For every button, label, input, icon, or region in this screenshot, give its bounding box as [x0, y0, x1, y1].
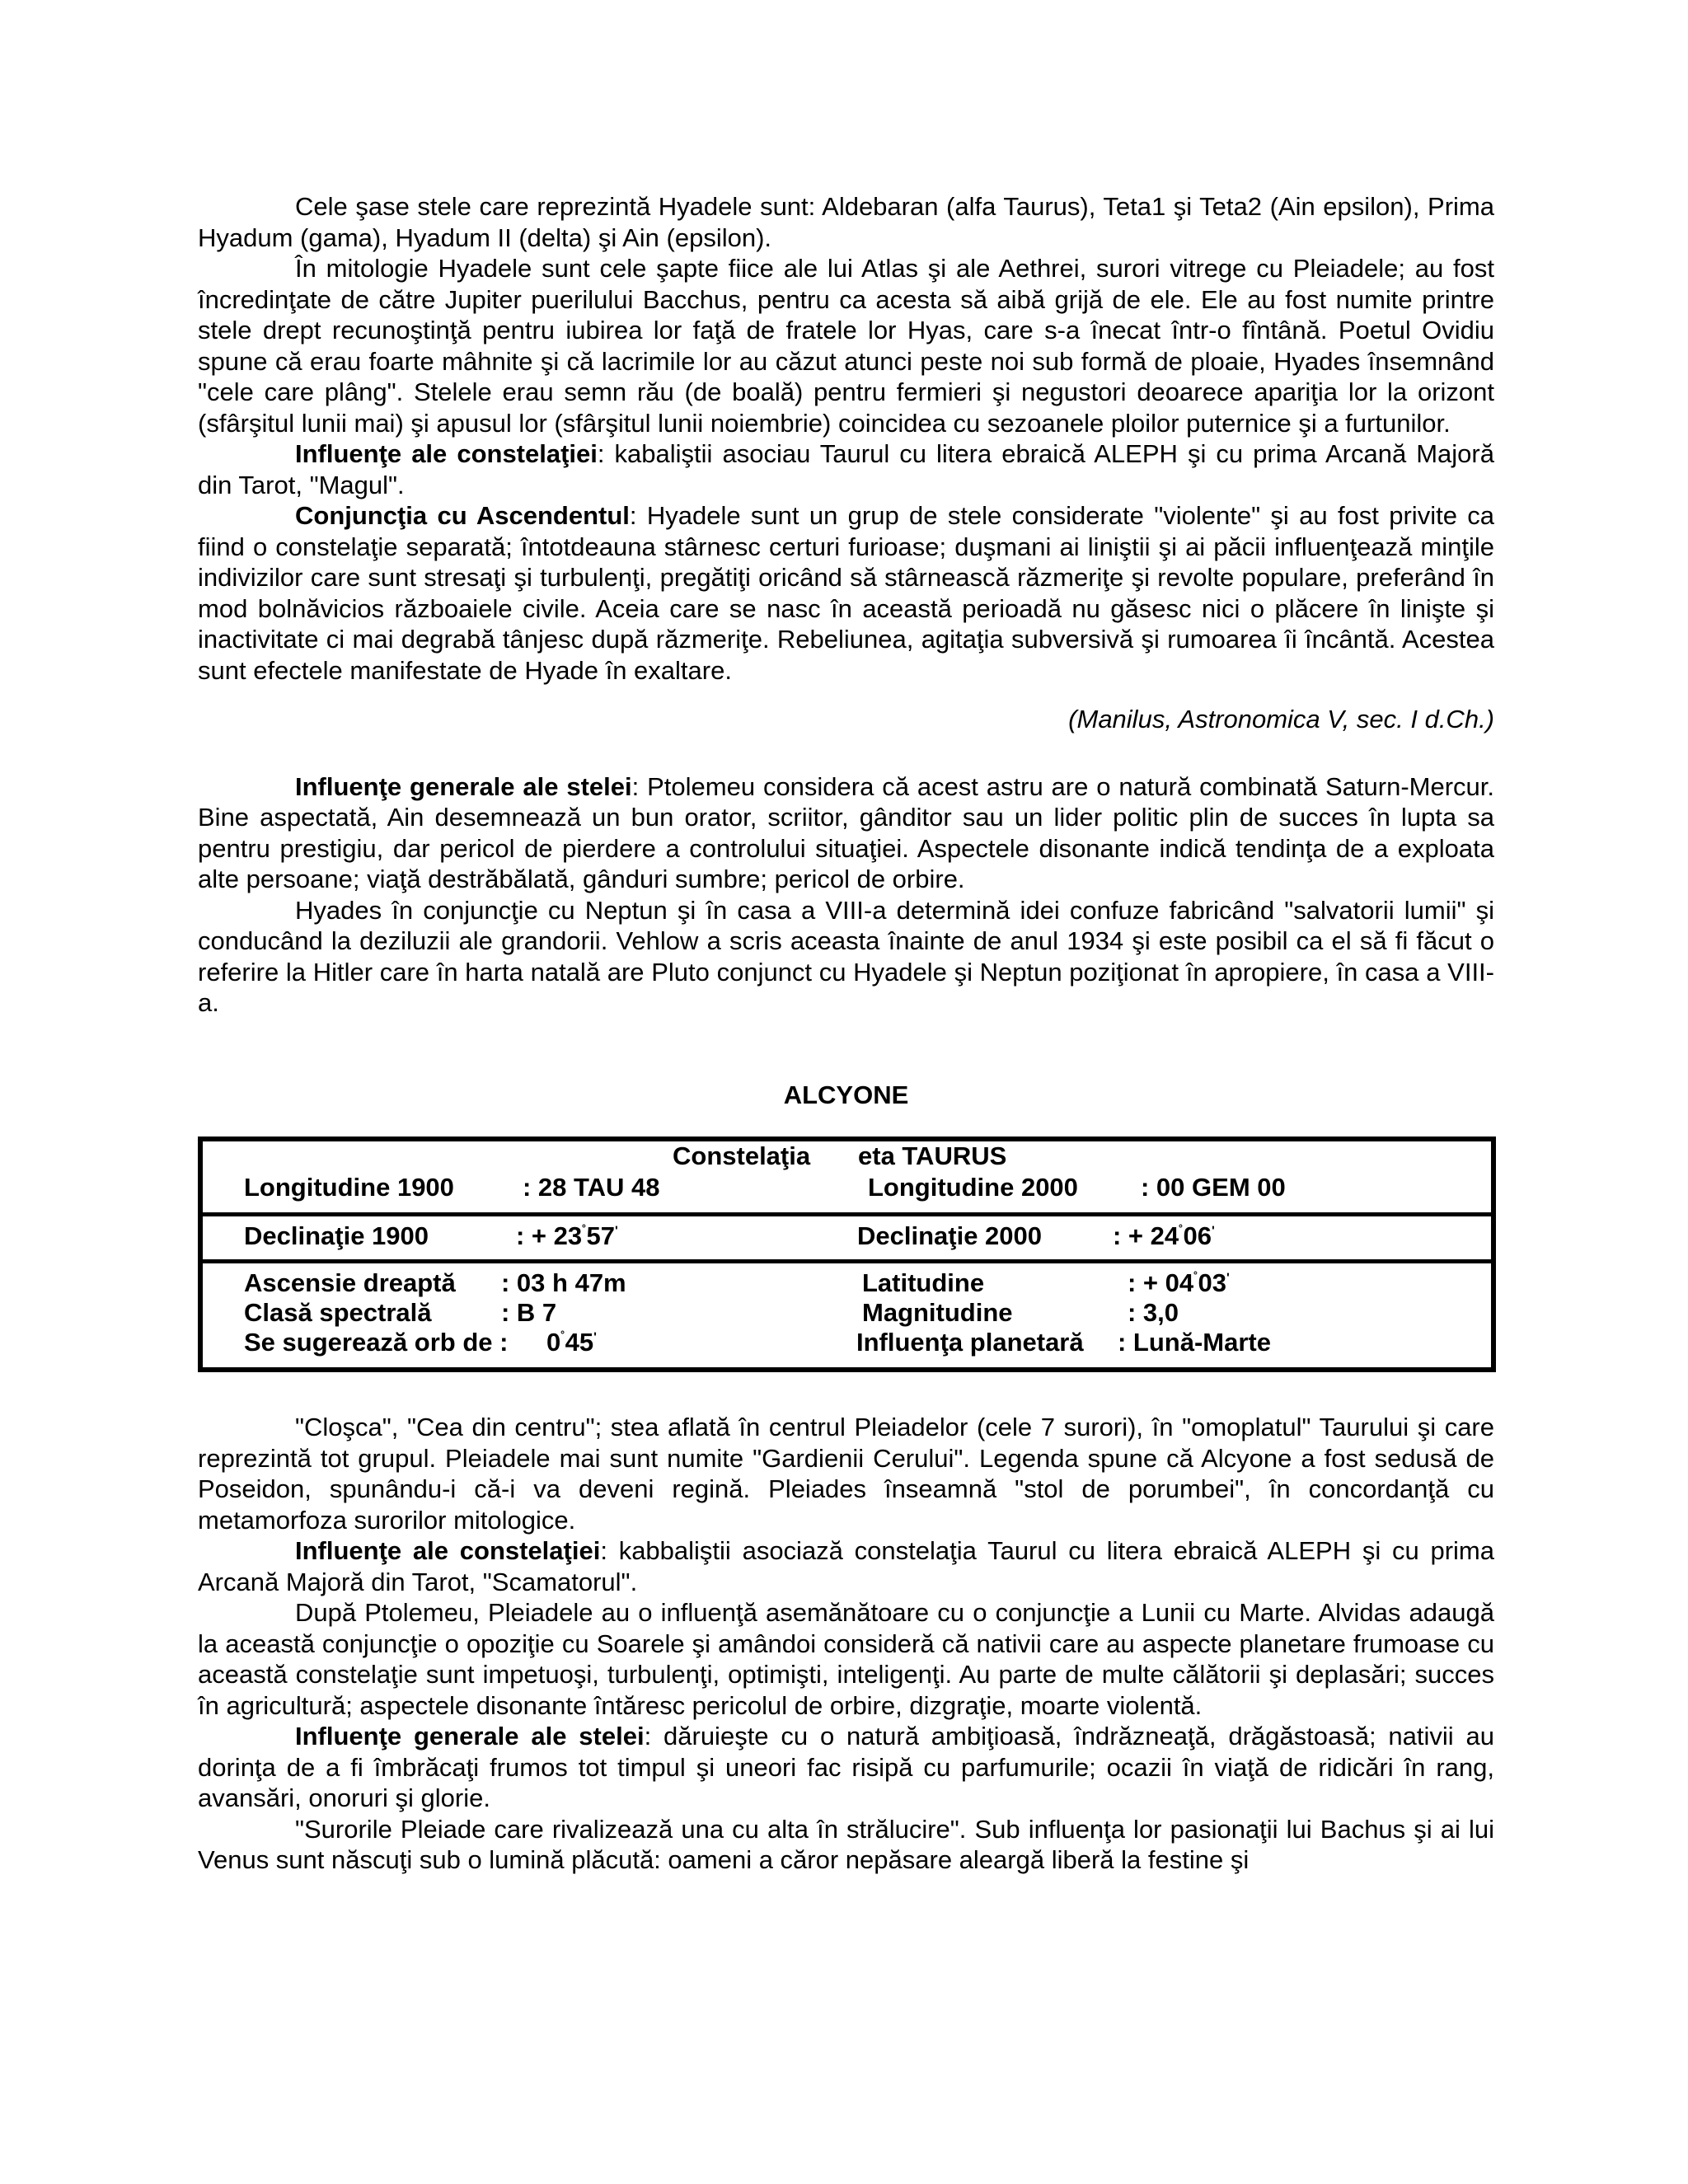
paragraph	[198, 895, 1494, 1019]
paragraph	[198, 253, 1494, 438]
paragraph-text: Hyades în conjuncţie cu Neptun şi în casa a VIII-a determină idei confuze fabricând "salvatorii lumii" şi conducând la deziluzii ale grandorii. Vehlow a scris aceasta înainte de anul 1934 şi este posibil ca el să fi făcut o referire la Hitler care în harta natală are Pluto conjunct cu Hyadele şi Neptun poziţionat în apropiere, în casa a VIII-a.	[198, 895, 1494, 1017]
table-section-details	[203, 1259, 1491, 1367]
paragraph-text: Cele şase stele care reprezintă Hyadele sunt: Aldebaran (alfa Taurus), Teta1 şi Teta2 (Ain epsilon), Prima Hyadum (gama), Hyadum II (delta) şi Ain (epsilon).	[198, 192, 1494, 252]
constellation-label: Constelaţia	[673, 1141, 811, 1170]
paragraph-text: : kabaliştii asociau Taurul cu litera ebraică ALEPH şi cu prima Arcană Majoră din Tarot, "Magul".	[198, 439, 1494, 499]
paragraph-bold-lead: Influenţe generale ale stelei	[295, 1722, 645, 1750]
longitude-1900-value: : 28 TAU 48	[523, 1173, 660, 1202]
paragraph-bold-lead: Conjuncţia cu Ascendentul	[295, 501, 630, 530]
magnitude-label: Magnitudine	[862, 1298, 1013, 1327]
declination-1900-label: Declinaţie 1900	[244, 1221, 429, 1250]
paragraph-text: "Cloşca", "Cea din centru"; stea aflată în centrul Pleiadelor (cele 7 surori), în "omoplatul" Taurului şi care reprezintă tot grupul. Pleiadele mai sunt numite "Gardienii Cerului". Legenda spune că Alcyone a fost sedusă de Poseidon, spunându-i că-i va deveni regină. Pleiades înseamnă "stol de porumbei", în concordanţă cu metamorfoza surorilor mitologice.	[198, 1413, 1494, 1535]
table-row	[211, 1141, 1483, 1173]
paragraph	[198, 771, 1494, 895]
document-page	[198, 191, 1494, 1876]
paragraph-text: În mitologie Hyadele sunt cele şapte fiice ale lui Atlas şi ale Aethrei, surori vitrege cu Pleiadele; au fost încredinţate de către Jupiter puerilului Bacchus, pentru ca acesta să aibă grijă de ele. Ele au fost numite printre stele drept recunoştinţă pentru iubirea lor faţă de fratele lor Hyas, care s-a înecat într-o fîntână. Poetul Ovidiu spune că erau foarte mâhnite şi că lacrimile lor au căzut atunci peste noi sub formă de ploaie, Hyades însemnând "cele care plâng". Stelele erau semn rău (de boală) pentru fermieri şi negustori deoarece apariţia lor la orizont (sfârşitul lunii mai) şi apusul lor (sfârşitul lunii noiembrie) coincidea cu sezoanele ploilor puternice şi a furtunilor.	[198, 254, 1494, 438]
paragraph-text: După Ptolemeu, Pleiadele au o influenţă asemănătoare cu o conjuncţie a Lunii cu Marte. Alvidas adaugă la această conjuncţie o opoziţie cu Soarele şi amândoi consideră că nativii care au aspecte planetare frumoase cu această constelaţie sunt impetuoşi, turbulenţi, optimişti, inteligenţi. Au parte de multe călătorii şi deplasări; succes în agricultură; aspectele disonante întăresc pericolul de orbire, dizgraţie, moarte violentă.	[198, 1598, 1494, 1720]
paragraph-text: : Ptolemeu considera că acest astru are o natură combinată Saturn-Mercur. Bine aspectată, Ain desemnează un bun orator, scriitor, gânditor sau un lider politic plin de succes în lupta sa pentru prestigiu, dar pericol de pierdere a controlului situaţiei. Aspectele disonante indică tendinţa de a exploata alte persoane; viaţă destrăbălată, gânduri sumbre; pericol de orbire.	[198, 771, 1494, 893]
table-row	[211, 1221, 1483, 1253]
spectral-class-label: Clasă spectrală	[244, 1298, 432, 1327]
table-row	[211, 1173, 1483, 1204]
paragraph	[198, 500, 1494, 686]
spectral-class-value: : B 7	[501, 1298, 557, 1327]
paragraph-text: "Surorile Pleiade care rivalizează una cu alta în strălucire". Sub influenţa lor pasionaţii lui Bachus şi ai lui Venus sunt născuţi sub o lumină plăcută: oameni a căror nepăsare aleargă liberă la festine şi	[198, 1814, 1494, 1874]
paragraph-text: : kabbaliştii asociază constelaţia Taurul cu litera ebraică ALEPH şi cu prima Arcană Majoră din Tarot, "Scamatorul".	[198, 1536, 1494, 1596]
paragraph	[198, 191, 1494, 253]
declination-2000-value: : + $24^˚06^ʹ$	[1113, 1221, 1215, 1250]
right-ascension-label: Ascensie dreaptă	[244, 1268, 456, 1297]
paragraph	[198, 438, 1494, 500]
section-mid	[198, 771, 1494, 1019]
longitude-1900-label: Longitudine 1900	[244, 1173, 454, 1202]
orb-value: $0^˚45^ʹ$	[546, 1328, 597, 1357]
longitude-2000-value: : 00 GEM 00	[1141, 1173, 1286, 1202]
table-section-longitude	[203, 1141, 1491, 1212]
latitude-label: Latitudine	[862, 1268, 985, 1297]
right-ascension-value: : 03 h 47m	[501, 1268, 626, 1297]
paragraph	[198, 1814, 1494, 1876]
paragraph-bold-lead: Influenţe generale ale stelei	[295, 771, 632, 801]
declination-1900-value: : + $23^˚57^ʹ$	[516, 1221, 618, 1250]
constellation-value: eta TAURUS	[858, 1141, 1007, 1170]
paragraph-text: : dăruieşte cu o natură ambiţioasă, îndrăzneaţă, drăgăstoasă; nativii au dorinţa de a fi îmbrăcaţi frumos tot timpul şi uneori fac risipă cu parfumurile; ocazii în viaţă de ridicări în rang, avansări, onoruri şi glorie.	[198, 1722, 1494, 1812]
star-heading: ALCYONE	[783, 1080, 909, 1109]
paragraph	[198, 1412, 1494, 1535]
citation: (Manilus, Astronomica V, sec. I d.Ch.)	[1068, 705, 1494, 733]
table-section-declination	[203, 1212, 1491, 1259]
table-row	[211, 1268, 1483, 1300]
paragraph-bold-lead: Influenţe ale constelaţiei	[295, 439, 598, 468]
paragraph-bold-lead: Influenţe ale constelaţiei	[295, 1536, 601, 1565]
star-data-table	[198, 1137, 1496, 1372]
paragraph	[198, 1721, 1494, 1814]
planetary-influence-label: Influenţa planetară	[856, 1328, 1084, 1357]
planetary-influence-value: : Lună-Marte	[1118, 1328, 1271, 1357]
paragraph-text: : Hyadele sunt un grup de stele considerate "violente" şi au fost privite ca fiind o constelaţie separată; întotdeauna stârnesc certuri furioase; duşmani ai liniştii şi ai păcii influenţează minţile indivizilor care sunt stresaţi şi turbulenţi, pregătiţi oricând să stârnească răzmeriţe şi revolte populare, preferând în mod bolnăvicios războaiele civile. Aceia care se nasc în această perioadă nu găsesc nici o plăcere în linişte şi inactivitate ci mai degrabă tânjesc după răzmeriţe. Rebeliunea, agitaţia subversivă şi rumoarea îi încântă. Acestea sunt efectele manifestate de Hyade în exaltare.	[198, 501, 1495, 685]
magnitude-value: : 3,0	[1128, 1298, 1179, 1327]
table-row	[211, 1298, 1483, 1329]
section-top	[198, 191, 1494, 686]
orb-label: Se sugerează orb de :	[244, 1328, 509, 1357]
section-bottom	[198, 1412, 1494, 1876]
table-row	[211, 1328, 1483, 1359]
longitude-2000-label: Longitudine 2000	[868, 1173, 1078, 1202]
paragraph	[198, 1535, 1494, 1597]
declination-2000-label: Declinaţie 2000	[857, 1221, 1043, 1250]
paragraph	[198, 1597, 1494, 1721]
latitude-value: : + $04^˚03^ʹ$	[1128, 1268, 1230, 1297]
